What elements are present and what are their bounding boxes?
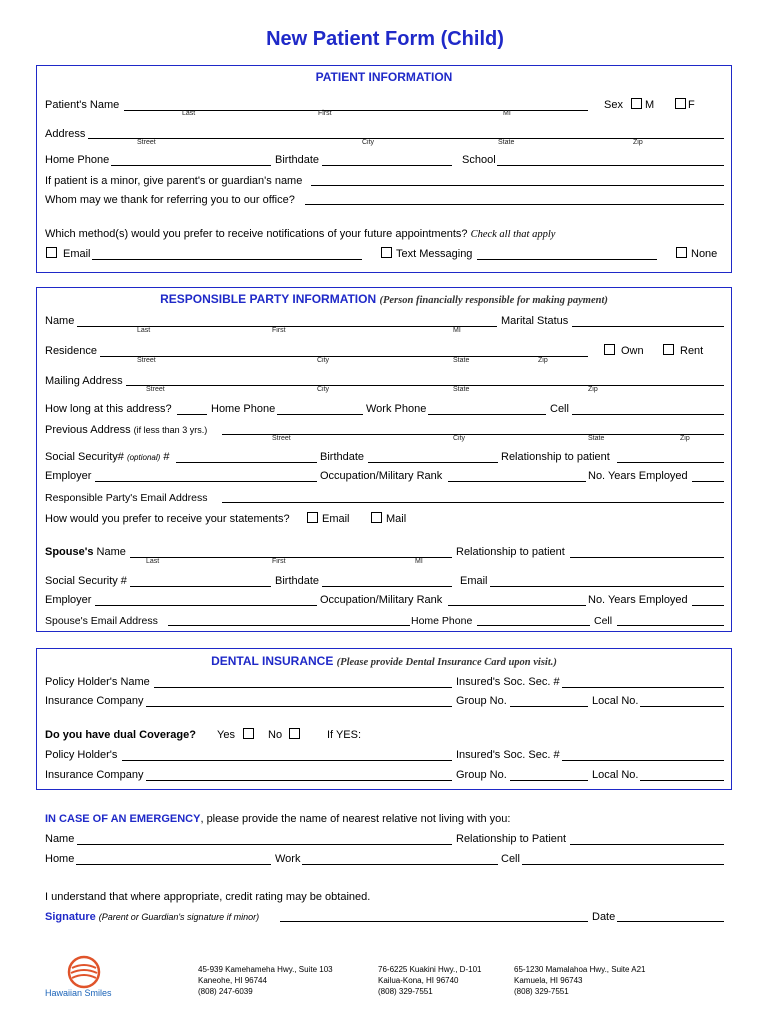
sub-label-city: City [453, 435, 466, 442]
previous-address-field[interactable] [222, 434, 724, 435]
sex-label: Sex [604, 99, 623, 111]
spouse-birthdate-field[interactable] [322, 586, 452, 587]
dual-coverage-label: Do you have dual Coverage? [45, 729, 196, 741]
spouse-years-field[interactable] [692, 605, 724, 606]
emergency-relationship-field[interactable] [570, 844, 724, 845]
consent-text: I understand that where appropriate, credit rating may be obtained. [45, 891, 371, 903]
school-label: School [462, 154, 496, 166]
spouse-email-field[interactable] [168, 625, 410, 626]
spouse-home-phone-label: Home Phone [411, 615, 473, 627]
dual-yes-label: Yes [217, 729, 235, 741]
sex-m-label: M [645, 99, 655, 111]
insured-ssn-field[interactable] [562, 687, 724, 688]
sub-label-city: City [362, 139, 375, 146]
location-kaneohe: 45-939 Kamehameha Hwy., Suite 103 Kaneohe, HI 96744 (808) 247-6039 [198, 965, 333, 996]
dual-no-label: No [268, 729, 283, 741]
emergency-relationship-label: Relationship to Patient [456, 833, 567, 845]
emergency-name-label: Name [45, 833, 75, 845]
policy-holder-field[interactable] [154, 687, 452, 688]
spouse-name-label: Spouse's Name [45, 546, 126, 558]
spouse-email-short-label: Email [460, 575, 488, 587]
notify-none-label: None [691, 248, 718, 260]
emergency-cell-field[interactable] [522, 864, 724, 865]
notify-email-checkbox[interactable] [46, 247, 57, 258]
sub-label-state: State [588, 435, 605, 442]
sub-label-zip: Zip [588, 386, 598, 393]
rp-employer-label: Employer [45, 470, 92, 482]
spouse-cell-label: Cell [594, 615, 613, 627]
spouse-birthdate-label: Birthdate [275, 575, 320, 587]
birthdate-field[interactable] [322, 165, 452, 166]
emergency-home-label: Home [45, 853, 75, 865]
patient-info-section [36, 65, 732, 273]
sub-label-last: Last [137, 327, 151, 334]
notify-text-field[interactable] [477, 259, 657, 260]
rp-birthdate-label: Birthdate [320, 451, 365, 463]
sub-label-first: First [272, 327, 286, 334]
insurance-company-field[interactable] [146, 706, 452, 707]
home-phone-label: Home Phone [45, 154, 110, 166]
statement-mail-checkbox[interactable] [371, 512, 382, 523]
spouse-employer-field[interactable] [95, 605, 317, 606]
birthdate-label: Birthdate [275, 154, 320, 166]
rp-occupation-label: Occupation/Military Rank [320, 470, 443, 482]
sub-label-first: First [318, 110, 332, 117]
rp-cell-label: Cell [550, 403, 569, 415]
rp-home-phone-label: Home Phone [211, 403, 276, 415]
sub-label-state: State [498, 139, 515, 146]
spouse-ssn-field[interactable] [130, 586, 271, 587]
notify-text-label: Text Messaging [396, 248, 473, 260]
statement-email-label: Email [322, 513, 350, 525]
policy-holder2-label: Policy Holder's [45, 749, 118, 761]
group-no-field[interactable] [510, 706, 588, 707]
rp-work-phone-label: Work Phone [366, 403, 427, 415]
rent-checkbox[interactable] [663, 344, 674, 355]
sub-label-street: Street [137, 357, 156, 364]
insurance-company-label: Insurance Company [45, 695, 144, 707]
location-kamuela: 65-1230 Mamalahoa Hwy., Suite A21 Kamuela, HI 96743 (808) 329-7551 [514, 965, 646, 996]
hawaiian-smiles-logo-icon [66, 954, 102, 990]
marital-label: Marital Status [501, 315, 569, 327]
policy-holder2-field[interactable] [122, 760, 452, 761]
notify-text-checkbox[interactable] [381, 247, 392, 258]
dual-no-checkbox[interactable] [289, 728, 300, 739]
emergency-home-field[interactable] [76, 864, 271, 865]
sub-label-street: Street [146, 386, 165, 393]
emergency-work-field[interactable] [302, 864, 498, 865]
dual-yes-checkbox[interactable] [243, 728, 254, 739]
spouse-relationship-label: Relationship to patient [456, 546, 565, 558]
school-field[interactable] [497, 165, 724, 166]
group-no2-label: Group No. [456, 769, 507, 781]
own-label: Own [621, 345, 644, 357]
date-label: Date [592, 911, 616, 923]
rp-birthdate-field[interactable] [368, 462, 498, 463]
spouse-email-short-field[interactable] [490, 586, 724, 587]
rent-label: Rent [680, 345, 704, 357]
rp-ssn-label: Social Security# (optional) # [45, 451, 170, 463]
spouse-relationship-field[interactable] [570, 557, 724, 558]
spouse-email-label: Spouse's Email Address [45, 615, 158, 627]
spouse-employer-label: Employer [45, 594, 92, 606]
spouse-occupation-field[interactable] [448, 605, 586, 606]
marital-field[interactable] [572, 326, 724, 327]
sex-f-label: F [688, 99, 695, 111]
rp-employer-field[interactable] [95, 481, 317, 482]
group-no2-field[interactable] [510, 780, 588, 781]
mailing-field[interactable] [126, 385, 724, 386]
notify-none-checkbox[interactable] [676, 247, 687, 258]
statement-email-checkbox[interactable] [307, 512, 318, 523]
previous-address-label: Previous Address (if less than 3 yrs.) [45, 424, 208, 436]
local-no-field[interactable] [640, 706, 724, 707]
insured-ssn2-label: Insured's Soc. Sec. # [456, 749, 560, 761]
sub-label-city: City [317, 386, 330, 393]
notify-label: Which method(s) would you prefer to receive notifications of your future appointments? Check all that apply [45, 228, 556, 240]
sub-label-last: Last [146, 558, 160, 565]
emergency-cell-label: Cell [501, 853, 520, 865]
local-no2-field[interactable] [640, 780, 724, 781]
local-no2-label: Local No. [592, 769, 639, 781]
statement-mail-label: Mail [386, 513, 407, 525]
rp-years-field[interactable] [692, 481, 724, 482]
sex-m-checkbox[interactable] [631, 98, 642, 109]
group-no-label: Group No. [456, 695, 507, 707]
spouse-years-label: No. Years Employed [588, 594, 688, 606]
referral-field[interactable] [305, 204, 724, 205]
address-field[interactable] [88, 138, 724, 139]
section-heading: PATIENT INFORMATION [315, 70, 453, 84]
insurance-company2-label: Insurance Company [45, 769, 144, 781]
referral-label: Whom may we thank for referring you to our office? [45, 194, 295, 206]
notify-email-label: Email [63, 248, 91, 260]
local-no-label: Local No. [592, 695, 639, 707]
parent-field[interactable] [311, 185, 724, 186]
emergency-heading: IN CASE OF AN EMERGENCY, please provide the name of nearest relative not living with you: [45, 813, 511, 825]
residence-field[interactable] [100, 356, 588, 357]
patient-name-label: Patient's Name [45, 99, 120, 111]
rp-relationship-label: Relationship to patient [501, 451, 610, 463]
insured-ssn2-field[interactable] [562, 760, 724, 761]
signature-label: Signature (Parent or Guardian's signature if minor) [45, 911, 260, 923]
if-yes-label: If YES: [327, 729, 362, 741]
spouse-ssn-label: Social Security # [45, 575, 127, 587]
spouse-occupation-label: Occupation/Military Rank [320, 594, 443, 606]
section-heading: RESPONSIBLE PARTY INFORMATION (Person financially responsible for making payment) [160, 292, 608, 306]
sub-label-city: City [317, 357, 330, 364]
sub-label-state: State [453, 357, 470, 364]
sub-label-zip: Zip [680, 435, 690, 442]
signature-field[interactable] [280, 921, 588, 922]
sub-label-street: Street [137, 139, 156, 146]
sub-label-street: Street [272, 435, 291, 442]
rp-occupation-field[interactable] [448, 481, 586, 482]
logo-name: Hawaiian Smiles [45, 988, 112, 998]
rp-relationship-field[interactable] [617, 462, 724, 463]
form-title: New Patient Form (Child) [266, 28, 504, 50]
sub-label-state: State [453, 386, 470, 393]
emergency-name-field[interactable] [77, 844, 452, 845]
location-kona: 76-6225 Kuakini Hwy., D-101 Kailua-Kona, HI 96740 (808) 329-7551 [378, 965, 482, 996]
rp-email-field[interactable] [222, 502, 724, 503]
residence-label: Residence [45, 345, 97, 357]
rp-home-phone-field[interactable] [277, 414, 363, 415]
sub-label-first: First [272, 558, 286, 565]
rp-name-label: Name [45, 315, 75, 327]
sub-label-zip: Zip [633, 139, 643, 146]
rp-cell-field[interactable] [572, 414, 724, 415]
section-heading: DENTAL INSURANCE (Please provide Dental Insurance Card upon visit.) [211, 654, 557, 668]
sex-f-checkbox[interactable] [675, 98, 686, 109]
statements-label: How would you prefer to receive your statements? [45, 513, 290, 525]
notify-email-field[interactable] [92, 259, 362, 260]
sub-label-mi: MI [415, 558, 423, 565]
rp-work-phone-field[interactable] [428, 414, 546, 415]
parent-label: If patient is a minor, give parent's or guardian's name [45, 175, 303, 187]
address-label: Address [45, 128, 86, 140]
insurance-company2-field[interactable] [146, 780, 452, 781]
sub-label-zip: Zip [538, 357, 548, 364]
how-long-field[interactable] [177, 414, 207, 415]
sub-label-last: Last [182, 110, 196, 117]
own-checkbox[interactable] [604, 344, 615, 355]
spouse-cell-field[interactable] [617, 625, 724, 626]
home-phone-field[interactable] [111, 165, 271, 166]
emergency-work-label: Work [275, 853, 301, 865]
rp-ssn-field[interactable] [176, 462, 317, 463]
spouse-home-phone-field[interactable] [477, 625, 590, 626]
how-long-label: How long at this address? [45, 403, 172, 415]
date-field[interactable] [617, 921, 724, 922]
policy-holder-label: Policy Holder's Name [45, 676, 150, 688]
spouse-name-field[interactable] [130, 557, 452, 558]
sub-label-mi: MI [503, 110, 511, 117]
sub-label-mi: MI [453, 327, 461, 334]
mailing-label: Mailing Address [45, 375, 123, 387]
rp-email-label: Responsible Party's Email Address [45, 492, 208, 504]
rp-years-label: No. Years Employed [588, 470, 688, 482]
insured-ssn-label: Insured's Soc. Sec. # [456, 676, 560, 688]
